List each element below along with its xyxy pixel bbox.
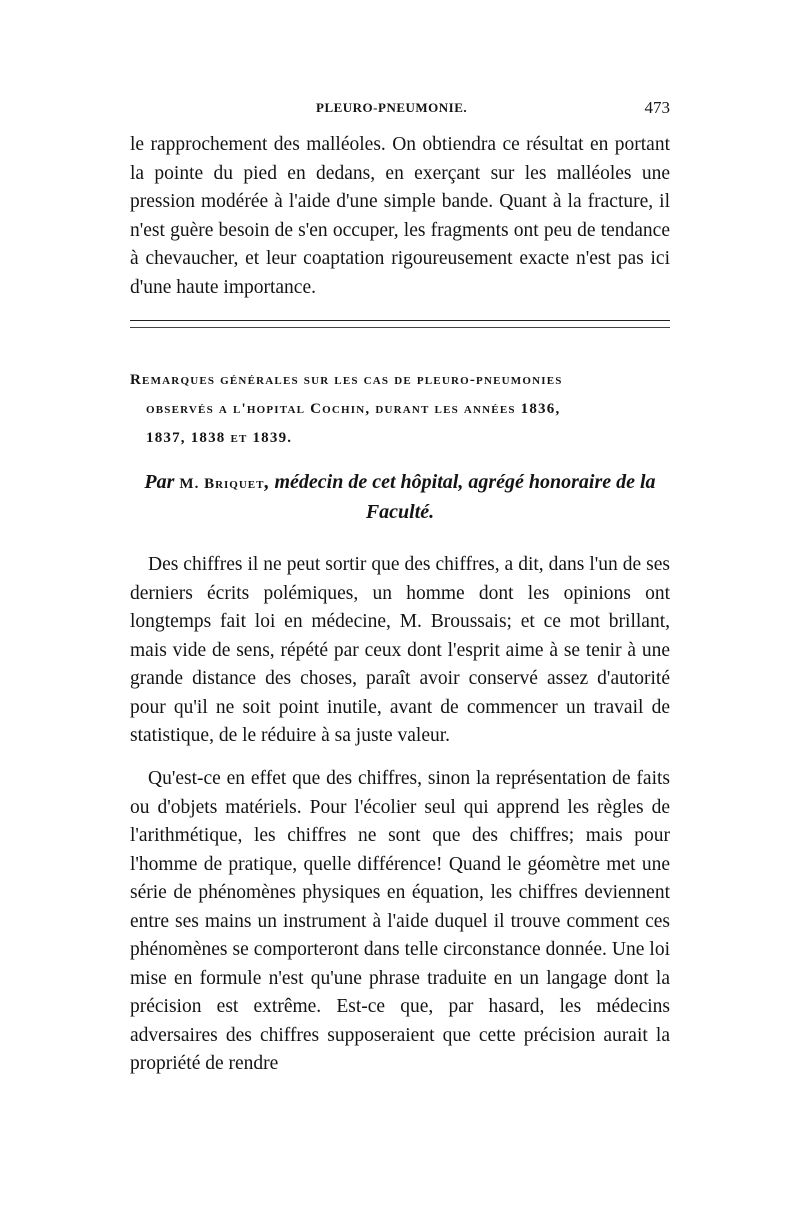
continuation-paragraph: le rapprochement des malléoles. On obtiendra ce résultat en portant la pointe du pied en dedans, en exerçant sur les malléoles une pression modérée à l'aide d'une simple bande. Quant à la fracture, il n'est guère besoin de s'en occuper, les fragments ont peu de tendance à chevaucher, et leur coaptation rigoureusement exacte n'est pas ici d'une haute importance.: [130, 134, 670, 298]
byline: [130, 468, 670, 526]
page-header: [130, 98, 670, 120]
page-number: 473: [644, 98, 670, 117]
section-title-line-2: observés a l'hopital Cochin, durant les années 1836,: [146, 401, 561, 417]
section-title-line-3: 1837, 1838 et 1839.: [146, 430, 293, 446]
byline-suffix: , médecin de cet hôpital, agrégé honoraire de la Faculté.: [264, 471, 656, 523]
section-divider: [130, 320, 670, 328]
byline-prefix: Par: [144, 471, 175, 493]
section-title-line-1: Remarques générales sur les cas de pleuro-pneumonies: [130, 372, 563, 388]
running-title: PLEURO-PNEUMONIE.: [316, 100, 468, 115]
byline-author: M. Briquet: [179, 476, 265, 492]
section-title: [130, 366, 670, 453]
body-paragraph-1: Des chiffres il ne peut sortir que des chiffres, a dit, dans l'un de ses derniers écrits polémiques, un homme dont les opinions ont longtemps fait loi en médecine, M. Broussais; et ce mot brillant, mais vide de sens, répété par ceux dont l'esprit aime à se tenir à une grande distance des choses, paraît avoir conservé assez d'autorité pour qu'il ne soit point inutile, avant de commencer un travail de statistique, de le réduire à sa juste valeur.: [130, 554, 670, 746]
body-paragraph-2: Qu'est-ce en effet que des chiffres, sinon la représentation de faits ou d'objets matériels. Pour l'écolier seul qui apprend les règles de l'arithmétique, les chiffres ne sont que des chiffres; mais pour l'homme de pratique, quelle différence! Quand le géomètre met une série de phénomènes physiques en équation, les chiffres deviennent entre ses mains un instrument à l'aide duquel il trouve comment ces phénomènes se comporteront dans telle circonstance donnée. Une loi mise en formule n'est qu'une phrase traduite en un langage dont la précision est extrême. Est-ce que, par hasard, les médecins adversaires des chiffres supposeraient que cette précision aurait la propriété de rendre: [130, 768, 670, 1074]
